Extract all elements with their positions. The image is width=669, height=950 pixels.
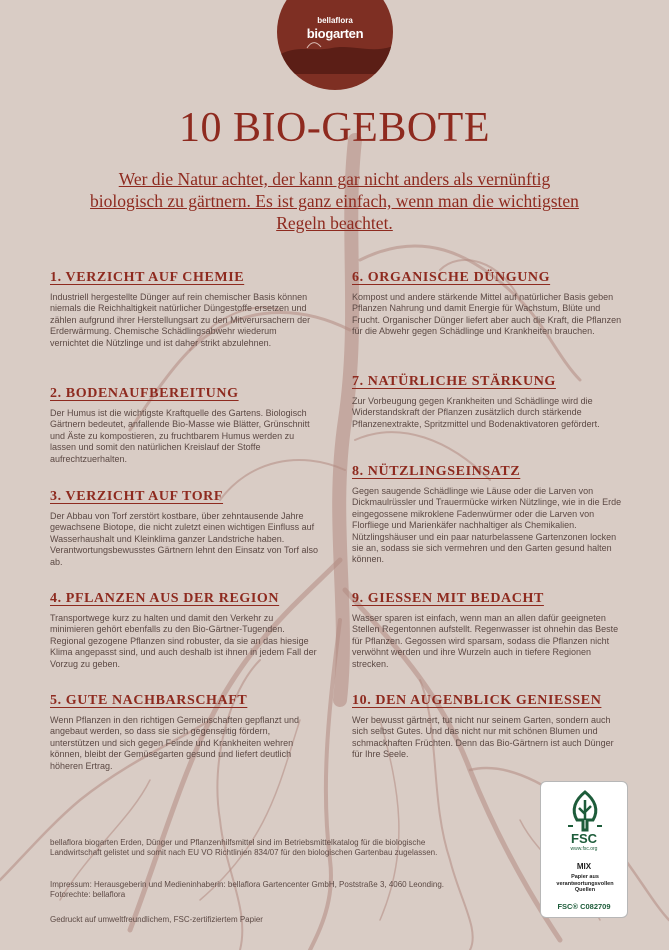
rule-heading: 10. DEN AUGENBLICK GENIESSEN: [352, 693, 602, 708]
rule-heading: 9. GIESSEN MIT BEDACHT: [352, 591, 544, 606]
rule-text: Industriell hergestellte Dünger auf rein chemischer Basis können niemals die Reichhaltigkeit natürlicher Düngestoffe ersetzen und zählen aufgrund ihrer Herstellungsart zu den Mitverursachern der Erderwärmung. Chemische Schädlingsabwehr wiederum vernichtet die Nützlinge und ist daher strikt abzulehnen.: [50, 292, 311, 348]
rule-heading: 1. VERZICHT AUF CHEMIE: [50, 270, 245, 285]
rule-heading: 6. ORGANISCHE DÜNGUNG: [352, 270, 551, 285]
footer-imprint: Impressum: Herausgeberin und Medieninhaberin: bellaflora Gartencenter GmbH, Poststraße 3, 4060 Leonding. Fotorechte: bellaflora: [50, 880, 444, 899]
rule-heading: 3. VERZICHT AUF TORF: [50, 489, 224, 504]
rule-4: [50, 591, 318, 670]
rule-heading: 8. NÜTZLINGSEINSATZ: [352, 464, 521, 479]
intro-text: Wer die Natur achtet, der kann gar nicht anders als vernünftig biologisch zu gärtnern. Es ist ganz einfach, wenn man die wichtigsten Regeln beachtet.: [90, 169, 579, 233]
rule-5: [50, 693, 318, 772]
rule-9: [352, 591, 624, 670]
rule-8: [352, 464, 624, 566]
footer-print-note: Gedruckt auf umweltfreundlichem, FSC-zertifiziertem Papier: [50, 915, 263, 924]
fsc-license-code: FSC® C082709: [557, 902, 611, 911]
fsc-tree-icon: [565, 790, 605, 832]
fsc-paper-note: Papier aus verantwortungsvollen Quellen: [556, 874, 614, 893]
rule-1: [50, 270, 318, 349]
rule-heading: 5. GUTE NACHBARSCHAFT: [50, 693, 248, 708]
rule-text: Wasser sparen ist einfach, wenn man an allen dafür geeigneten Stellen Regentonnen aufstellt. Regenwasser ist ohnehin das Beste für Pflanzen. Gegossen wird sparsam, sodass die Pflanzen nicht verwöhnt werden und ihre Wurzeln auch in tiefere Regionen strecken.: [352, 613, 619, 669]
rule-text: Gegen saugende Schädlinge wie Läuse oder die Larven von Dickmaulrüssler und Trauermücke wirken Nützlinge, wie in die Erde eingegossene mikroklene Fadenwürmer oder die Larven von Florfliege und Marienkäfer nachhaltiger als Chemikalien. Nützlingshäuser und ein paar naturbelassene Gartenzonen locken sie an, sodass sie sich vermehren und den Garten gesund halten können.: [352, 486, 622, 565]
fsc-website: www.fsc.org: [570, 846, 598, 852]
rule-text: Wenn Pflanzen in den richtigen Gemeinschaften gepflanzt und angebaut werden, so dass sie sich gegenseitig fördern, unterstützen und sich gegen Feinde und Krankheiten wehren können, bleibt der Gemüsegarten gesund und liefert deutlich höheren Ertrag.: [50, 715, 299, 771]
page-title: 10 BIO-GEBOTE: [179, 105, 490, 151]
logo-brand-main: biogarten: [306, 26, 364, 41]
rule-heading: 2. BODENAUFBEREITUNG: [50, 386, 239, 401]
rule-text: Wer bewusst gärtnert, tut nicht nur seinem Garten, sondern auch sich selbst Gutes. Und das nicht nur mit schönen Blumen und schmackhaften Früchten. Denn das Bio-Gärtnern ist auch Dünger für Ihre Seele.: [352, 715, 614, 760]
rule-text: Der Abbau von Torf zerstört kostbare, über zehntausende Jahre gewachsene Biotope, die nicht zuletzt einen wichtigen Einfluss auf Wasserhaushalt und Kleinklima ganzer Landstriche haben. Verantwortungsbewusstes Gärtnern lehnt den Einsatz von Torf also ab.: [50, 511, 318, 567]
rule-text: Transportwege kurz zu halten und damit den Verkehr zu minimieren gehört ebenfalls zu den Bio-Gärtner-Tugenden. Regional gezogene Pflanzen sind robuster, da sie an das hiesige Klima angepasst sind, und auch deshalb ist ihnen in jedem Fall der Vorzug zu geben.: [50, 613, 317, 669]
rule-7: [352, 374, 624, 430]
rule-heading: 4. PFLANZEN AUS DER REGION: [50, 591, 280, 606]
rule-text: Zur Vorbeugung gegen Krankheiten und Schädlinge wird die Widerstandskraft der Pflanzen zusätzlich durch stärkende Pflanzenextrakte, Spritzmittel und Bodenaktivatoren gefördert.: [352, 396, 600, 429]
fsc-mix-label: MIX: [576, 862, 592, 871]
rule-text: Der Humus ist die wichtigste Kraftquelle des Gartens. Biologisch Gärtnern bedeutet, anfallende Bio-Masse wie Blätter, Grünschnitt und Äste zu kompostieren, zu fruchtbarem Humus werden zu lassen und somit den natürlichen Kreislauf der Stoffe aufrechtzuerhalten.: [50, 408, 310, 464]
rule-2: [50, 386, 318, 465]
rule-6: [352, 270, 624, 338]
footer-catalog-note: bellaflora biogarten Erden, Dünger und Pflanzenhilfsmittel sind im Betriebsmittelkatalog für die biologische Landwirtschaft gelistet und somit nach EU VO Richtlinien 834/07 für den biologischen Gartenbau zugelassen.: [50, 838, 438, 857]
rule-3: [50, 489, 318, 568]
rule-heading: 7. NATÜRLICHE STÄRKUNG: [352, 374, 556, 389]
rule-text: Kompost und andere stärkende Mittel auf natürlicher Basis geben Pflanzen Nahrung und damit Energie für Wachstum, Blüte und Frucht. Organischer Dünger liefert aber auch die Kraft, die Pflanzen für die Abwehr gegen Schädlinge und Krankheiten brauchen.: [352, 292, 622, 337]
rule-10: [352, 693, 624, 761]
fsc-label: FSC: [571, 831, 597, 846]
fsc-certification-badge: [540, 781, 628, 918]
logo-brand-small: bellaflora: [317, 16, 353, 25]
